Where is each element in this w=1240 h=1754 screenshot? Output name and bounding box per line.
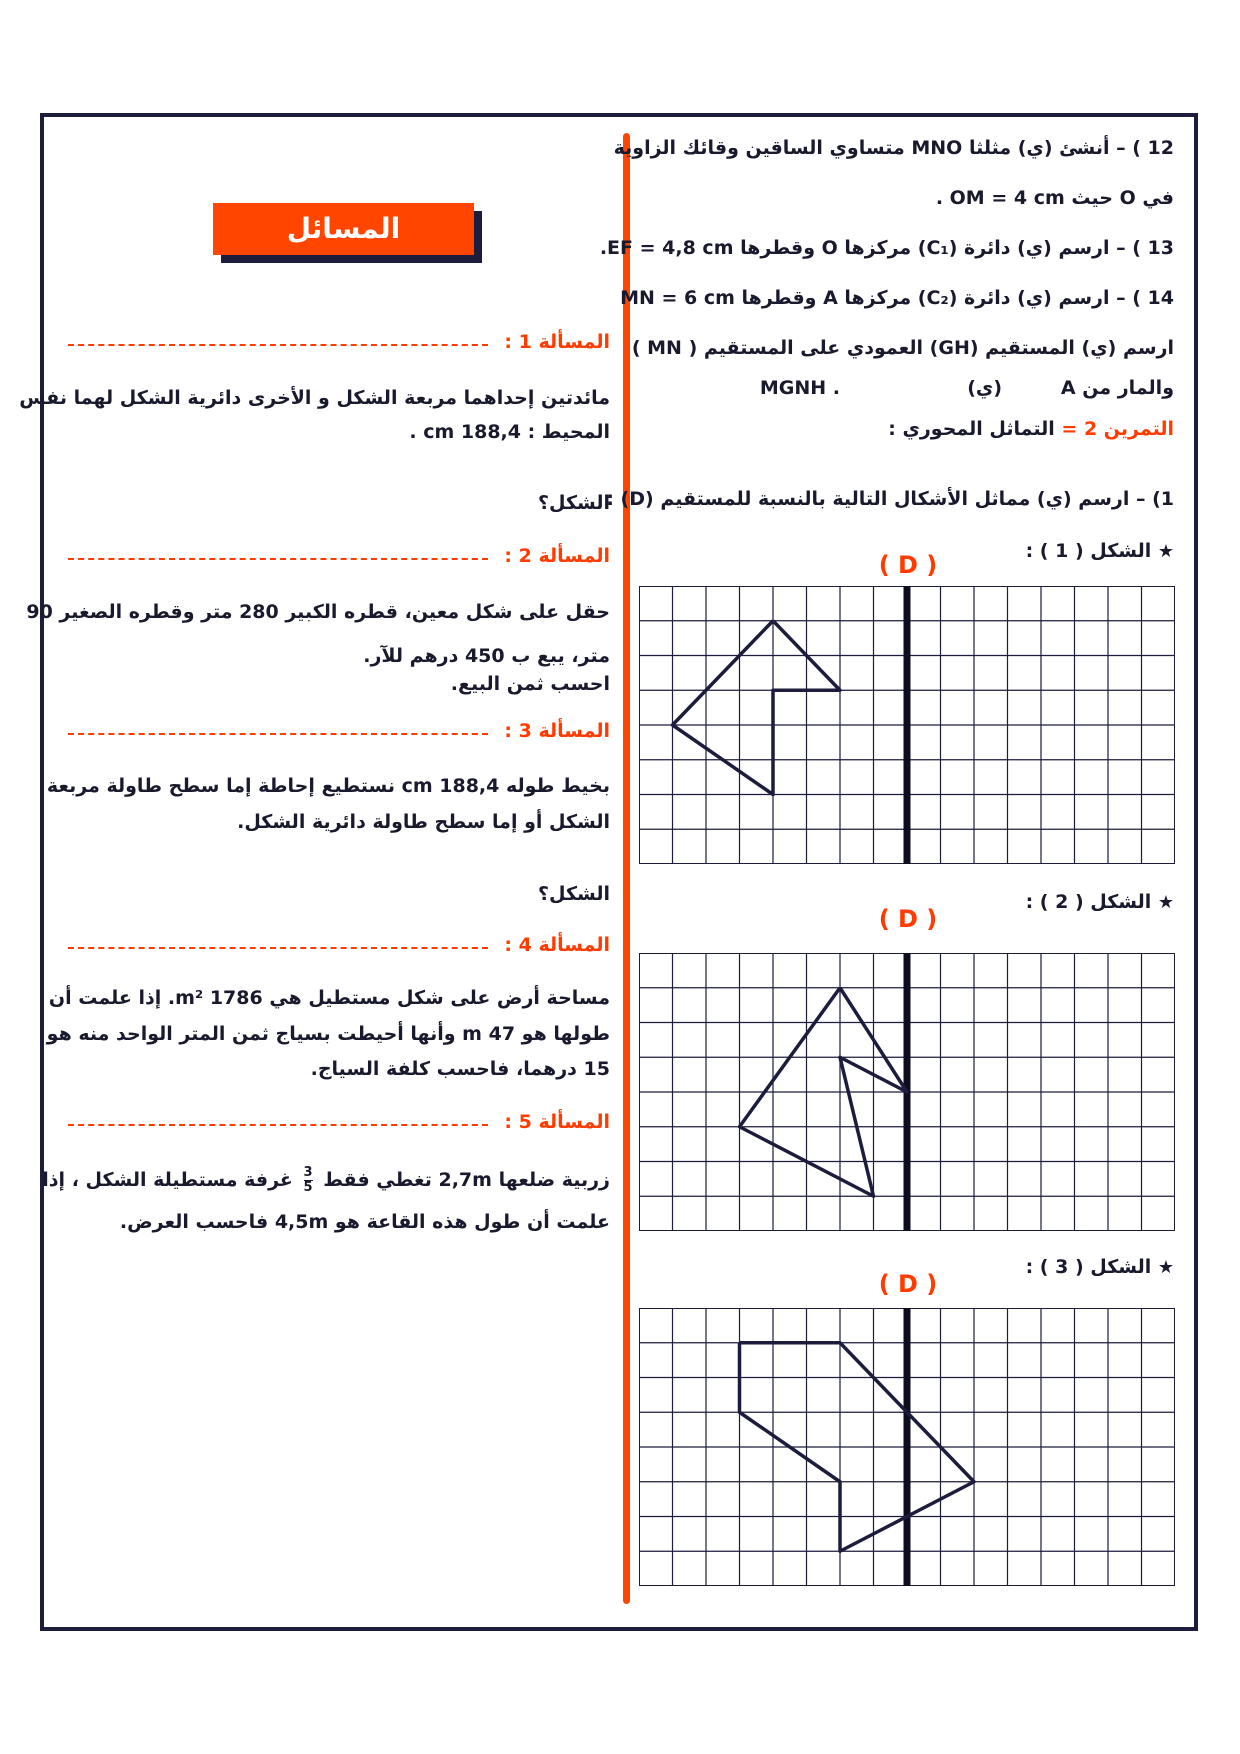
problem-5-line-2: علمت أن طول هذه القاعة هو 4,5m فاحسب العرض. xyxy=(119,1211,610,1233)
exercise-14: 14 ) – ارسم (ي) دائرة (C₂) مركزها A وقطرها MN = 6 cm xyxy=(620,287,1174,309)
problem-1-title: المسألة 1 : xyxy=(504,331,610,353)
figure-3-title: الشكل ( 3 ) : xyxy=(1025,1256,1152,1278)
problem-1-line-3: الشكل؟ xyxy=(537,492,610,514)
figure-2-grid xyxy=(639,953,1175,1231)
problem-2-line-3: احسب ثمن البيع. xyxy=(450,673,610,695)
problem-1-line-2: المحيط : 188,4 cm . xyxy=(409,421,610,443)
problem-2-divider xyxy=(68,558,488,560)
figure-1-grid xyxy=(639,586,1175,864)
star-icon: ★ xyxy=(1157,892,1174,913)
problem-3-title: المسألة 3 : xyxy=(504,720,610,742)
fraction-numerator: 3 xyxy=(303,1165,313,1180)
axis-d-label-2: ( D ) xyxy=(878,905,938,933)
exercise-14-line-3-b: (ي) xyxy=(967,377,1002,399)
symmetry-question: 1) – ارسم (ي) مماثل الأشكال التالية بالنسبة للمستقيم (D) : xyxy=(606,488,1174,510)
exercise-14-line-3-c: . MGNH xyxy=(759,377,840,399)
figure-1-title: الشكل ( 1 ) : xyxy=(1025,540,1152,562)
problem-3-line-1: بخيط طوله 188,4 cm نستطيع إحاطة إما سطح طاولة مربعة xyxy=(46,775,610,797)
exercise-2-title: التماثل المحوري : xyxy=(888,418,1055,440)
column-divider xyxy=(623,133,630,1604)
problem-4-line-1: مساحة أرض على شكل مستطيل هي 1786 m². إذا علمت أن xyxy=(48,987,610,1009)
axis-d-label-1: ( D ) xyxy=(878,551,938,579)
problem-5-divider xyxy=(68,1124,488,1126)
figure-1-label xyxy=(1026,540,1174,563)
problem-1-divider xyxy=(68,344,488,346)
exercise-13: 13 ) – ارسم (ي) دائرة (C₁) مركزها O وقطرها EF = 4,8 cm. xyxy=(599,237,1174,259)
figure-2-label xyxy=(1026,891,1174,914)
figure-3-label xyxy=(1026,1256,1174,1279)
fraction-three-fifths xyxy=(304,1166,313,1195)
problems-banner: المسائل xyxy=(213,203,474,255)
figure-3-grid xyxy=(639,1308,1175,1586)
figure-2-title: الشكل ( 2 ) : xyxy=(1025,891,1152,913)
star-icon: ★ xyxy=(1157,1257,1174,1278)
problem-3-divider xyxy=(68,733,488,735)
axis-d-label-3: ( D ) xyxy=(878,1270,938,1298)
problem-2-line-1: حقل على شكل معين، قطره الكبير 280 متر وقطره الصغير 90 xyxy=(26,601,610,623)
exercise-14-line-2: ارسم (ي) المستقيم (GH) العمودي على المستقيم ( MN ) xyxy=(631,337,1174,359)
problem-5-line-1 xyxy=(42,1166,610,1195)
problem-1-line-1: مائدتين إحداهما مربعة الشكل و الأخرى دائرية الشكل لهما نفس xyxy=(19,387,610,409)
problem-4-divider xyxy=(68,947,488,949)
problem-5-title: المسألة 5 : xyxy=(504,1111,610,1133)
fraction-denominator: 5 xyxy=(303,1180,313,1195)
figure-shape xyxy=(673,621,841,795)
exercise-2-label: التمرين 2 = xyxy=(1061,418,1174,440)
problem-4-title: المسألة 4 : xyxy=(504,934,610,956)
exercise-12-line-1: 12 ) – أنشئ (ي) مثلثا MNO متساوي الساقين وقائك الزاوية xyxy=(613,137,1174,159)
star-icon: ★ xyxy=(1157,541,1174,562)
problem-4-line-2: طولها هو 47 m وأنها أحيطت بسياج ثمن المتر الواحد منه هو xyxy=(46,1023,610,1045)
exercise-2-heading xyxy=(888,418,1174,441)
problem-3-line-3: الشكل؟ xyxy=(537,883,610,905)
problem-3-line-2: الشكل أو إما سطح طاولة دائرية الشكل. xyxy=(237,811,610,833)
problem-5-line-1-a: زربية ضلعها 2,7m تغطي فقط xyxy=(323,1169,610,1191)
problem-4-line-3: 15 درهما، فاحسب كلفة السياج. xyxy=(310,1058,610,1080)
exercise-12-line-2: في O حيث OM = 4 cm . xyxy=(935,187,1174,209)
problem-2-line-2: متر، يبع ب 450 درهم للآر. xyxy=(363,645,610,667)
exercise-14-line-3: والمار من A xyxy=(1060,377,1174,399)
problem-2-title: المسألة 2 : xyxy=(504,545,610,567)
problem-5-line-1-b: غرفة مستطيلة الشكل ، إذا xyxy=(42,1169,293,1191)
